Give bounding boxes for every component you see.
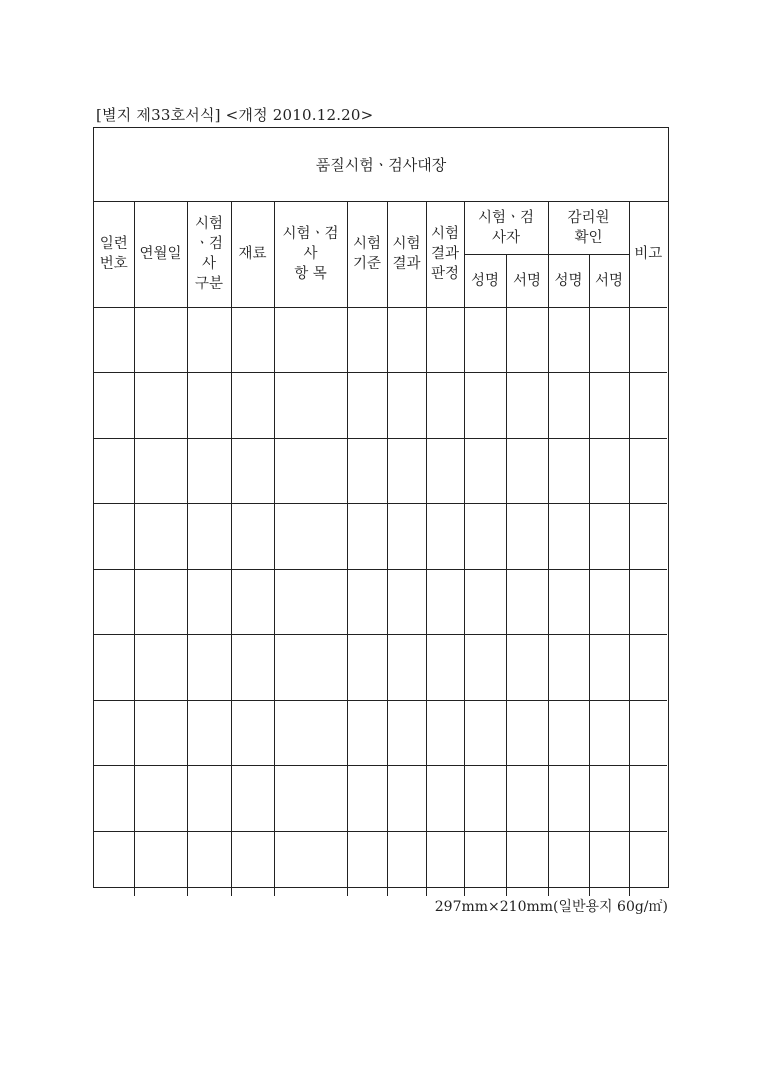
cell-test-category[interactable] <box>187 373 231 439</box>
cell-test-items[interactable] <box>274 635 347 701</box>
cell-material[interactable] <box>231 504 274 570</box>
cell-test-result[interactable] <box>387 635 426 701</box>
cell-tester-sign[interactable] <box>506 831 548 896</box>
cell-remarks[interactable] <box>629 373 667 439</box>
cell-supervisor-sign[interactable] <box>589 504 629 570</box>
cell-test-result[interactable] <box>387 569 426 635</box>
cell-tester-name[interactable] <box>464 700 506 766</box>
cell-test-items[interactable] <box>274 438 347 504</box>
table-row <box>94 438 667 504</box>
table-row <box>94 831 667 896</box>
cell-supervisor-name[interactable] <box>548 635 589 701</box>
cell-supervisor-name[interactable] <box>548 307 589 373</box>
cell-test-category[interactable] <box>187 504 231 570</box>
cell-test-items[interactable] <box>274 569 347 635</box>
cell-test-standard[interactable] <box>347 569 387 635</box>
cell-tester-sign[interactable] <box>506 373 548 439</box>
cell-date[interactable] <box>134 569 187 635</box>
table-row <box>94 700 667 766</box>
cell-serial-no[interactable] <box>94 766 134 832</box>
cell-supervisor-name[interactable] <box>548 700 589 766</box>
cell-remarks[interactable] <box>629 700 667 766</box>
cell-supervisor-sign[interactable] <box>589 373 629 439</box>
header-tester-group: 시험ㆍ검 사자 <box>464 202 548 254</box>
cell-test-result[interactable] <box>387 307 426 373</box>
cell-remarks[interactable] <box>629 504 667 570</box>
cell-test-category[interactable] <box>187 569 231 635</box>
cell-remarks[interactable] <box>629 307 667 373</box>
cell-test-standard[interactable] <box>347 438 387 504</box>
header-supervisor-name: 성명 <box>548 254 589 307</box>
cell-tester-name[interactable] <box>464 504 506 570</box>
header-tester-name: 성명 <box>464 254 506 307</box>
cell-supervisor-name[interactable] <box>548 438 589 504</box>
cell-serial-no[interactable] <box>94 831 134 896</box>
cell-result-judgment[interactable] <box>426 569 464 635</box>
ledger-body <box>94 307 667 896</box>
cell-tester-name[interactable] <box>464 831 506 896</box>
header-test-category: 시험 ㆍ검 사 구분 <box>187 202 231 307</box>
cell-supervisor-name[interactable] <box>548 831 589 896</box>
cell-result-judgment[interactable] <box>426 635 464 701</box>
cell-material[interactable] <box>231 635 274 701</box>
cell-tester-name[interactable] <box>464 569 506 635</box>
cell-tester-sign[interactable] <box>506 307 548 373</box>
cell-material[interactable] <box>231 307 274 373</box>
cell-test-category[interactable] <box>187 766 231 832</box>
cell-supervisor-sign[interactable] <box>589 569 629 635</box>
cell-supervisor-sign[interactable] <box>589 766 629 832</box>
cell-result-judgment[interactable] <box>426 831 464 896</box>
cell-test-standard[interactable] <box>347 504 387 570</box>
cell-serial-no[interactable] <box>94 438 134 504</box>
cell-date[interactable] <box>134 438 187 504</box>
header-date: 연월일 <box>134 202 187 307</box>
cell-supervisor-sign[interactable] <box>589 635 629 701</box>
cell-test-standard[interactable] <box>347 831 387 896</box>
cell-test-items[interactable] <box>274 700 347 766</box>
cell-date[interactable] <box>134 700 187 766</box>
cell-tester-name[interactable] <box>464 307 506 373</box>
paper-size-note: 297mm×210mm(일반용지 60g/㎡) <box>434 899 668 915</box>
cell-test-standard[interactable] <box>347 766 387 832</box>
cell-test-result[interactable] <box>387 831 426 896</box>
ledger-table <box>94 202 667 896</box>
cell-test-standard[interactable] <box>347 700 387 766</box>
cell-date[interactable] <box>134 635 187 701</box>
cell-test-category[interactable] <box>187 831 231 896</box>
cell-supervisor-sign[interactable] <box>589 831 629 896</box>
cell-result-judgment[interactable] <box>426 373 464 439</box>
cell-tester-name[interactable] <box>464 766 506 832</box>
cell-date[interactable] <box>134 307 187 373</box>
cell-material[interactable] <box>231 766 274 832</box>
cell-tester-sign[interactable] <box>506 569 548 635</box>
cell-supervisor-sign[interactable] <box>589 438 629 504</box>
table-row <box>94 307 667 373</box>
cell-test-items[interactable] <box>274 373 347 439</box>
header-test-standard: 시험 기준 <box>347 202 387 307</box>
cell-serial-no[interactable] <box>94 504 134 570</box>
cell-test-result[interactable] <box>387 766 426 832</box>
ledger-title: 품질시험ㆍ검사대장 <box>94 128 668 202</box>
cell-test-result[interactable] <box>387 504 426 570</box>
cell-material[interactable] <box>231 831 274 896</box>
cell-date[interactable] <box>134 766 187 832</box>
table-row <box>94 569 667 635</box>
header-remarks: 비고 <box>629 202 667 307</box>
cell-test-items[interactable] <box>274 831 347 896</box>
cell-supervisor-name[interactable] <box>548 766 589 832</box>
header-supervisor-sign: 서명 <box>589 254 629 307</box>
cell-test-items[interactable] <box>274 766 347 832</box>
cell-material[interactable] <box>231 438 274 504</box>
cell-tester-name[interactable] <box>464 635 506 701</box>
cell-supervisor-sign[interactable] <box>589 307 629 373</box>
cell-remarks[interactable] <box>629 831 667 896</box>
table-row <box>94 635 667 701</box>
cell-test-result[interactable] <box>387 700 426 766</box>
header-result-judgment: 시험 결과 판정 <box>426 202 464 307</box>
cell-supervisor-name[interactable] <box>548 504 589 570</box>
cell-result-judgment[interactable] <box>426 766 464 832</box>
cell-supervisor-name[interactable] <box>548 373 589 439</box>
cell-test-result[interactable] <box>387 438 426 504</box>
cell-test-category[interactable] <box>187 438 231 504</box>
cell-date[interactable] <box>134 831 187 896</box>
cell-tester-sign[interactable] <box>506 504 548 570</box>
cell-date[interactable] <box>134 504 187 570</box>
cell-serial-no[interactable] <box>94 700 134 766</box>
cell-test-category[interactable] <box>187 307 231 373</box>
cell-tester-name[interactable] <box>464 438 506 504</box>
cell-material[interactable] <box>231 373 274 439</box>
header-serial-no: 일련 번호 <box>94 202 134 307</box>
header-test-items: 시험ㆍ검 사 항 목 <box>274 202 347 307</box>
header-test-result: 시험 결과 <box>387 202 426 307</box>
cell-serial-no[interactable] <box>94 307 134 373</box>
table-row <box>94 766 667 832</box>
cell-serial-no[interactable] <box>94 569 134 635</box>
form-number-label: [별지 제33호서식] <개정 2010.12.20> <box>96 106 374 124</box>
cell-test-items[interactable] <box>274 307 347 373</box>
cell-test-standard[interactable] <box>347 307 387 373</box>
cell-supervisor-name[interactable] <box>548 569 589 635</box>
cell-remarks[interactable] <box>629 766 667 832</box>
cell-result-judgment[interactable] <box>426 307 464 373</box>
cell-tester-sign[interactable] <box>506 438 548 504</box>
table-row <box>94 373 667 439</box>
ledger-frame <box>93 127 669 888</box>
cell-remarks[interactable] <box>629 438 667 504</box>
cell-tester-sign[interactable] <box>506 766 548 832</box>
cell-result-judgment[interactable] <box>426 438 464 504</box>
cell-tester-sign[interactable] <box>506 700 548 766</box>
cell-date[interactable] <box>134 373 187 439</box>
cell-test-category[interactable] <box>187 635 231 701</box>
cell-test-category[interactable] <box>187 700 231 766</box>
cell-test-standard[interactable] <box>347 635 387 701</box>
cell-test-standard[interactable] <box>347 373 387 439</box>
cell-remarks[interactable] <box>629 569 667 635</box>
header-tester-sign: 서명 <box>506 254 548 307</box>
cell-result-judgment[interactable] <box>426 504 464 570</box>
header-material: 재료 <box>231 202 274 307</box>
cell-supervisor-sign[interactable] <box>589 700 629 766</box>
cell-result-judgment[interactable] <box>426 700 464 766</box>
cell-serial-no[interactable] <box>94 373 134 439</box>
table-row <box>94 504 667 570</box>
cell-tester-sign[interactable] <box>506 635 548 701</box>
cell-tester-name[interactable] <box>464 373 506 439</box>
cell-serial-no[interactable] <box>94 635 134 701</box>
cell-test-result[interactable] <box>387 373 426 439</box>
cell-material[interactable] <box>231 569 274 635</box>
cell-material[interactable] <box>231 700 274 766</box>
cell-remarks[interactable] <box>629 635 667 701</box>
cell-test-items[interactable] <box>274 504 347 570</box>
header-supervisor-group: 감리원 확인 <box>548 202 629 254</box>
